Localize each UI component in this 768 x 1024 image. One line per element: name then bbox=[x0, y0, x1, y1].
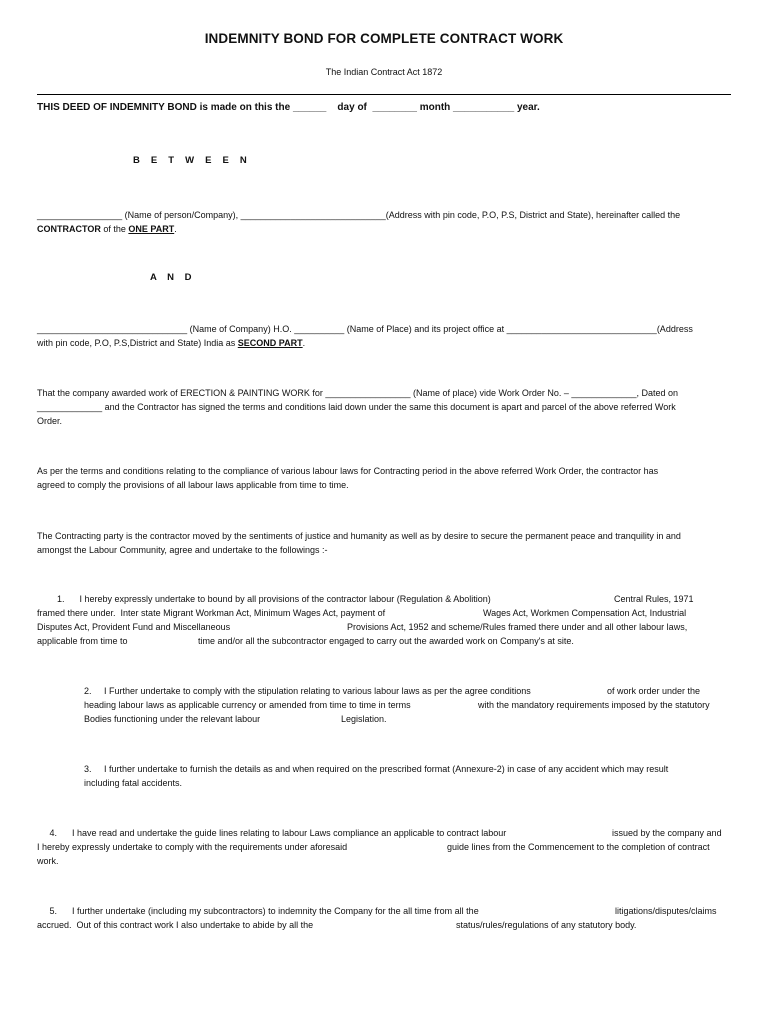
contractor-label: CONTRACTOR bbox=[37, 224, 101, 234]
item-3-line-1: 3. I further undertake to furnish the details as and when required on the prescribed format (Annexure-2) in case of any accident which may result bbox=[84, 764, 669, 774]
item-1-line-2-text: framed there under. Inter state Migrant Workman Act, Minimum Wages Act, payment of bbox=[37, 608, 386, 618]
second-part-label: SECOND PART bbox=[237, 338, 303, 348]
undertaking-item-4 bbox=[37, 826, 729, 868]
item-5-line-2-tail: status/rules/regulations of any statutory body. bbox=[456, 920, 637, 930]
and-heading: A N D bbox=[150, 272, 196, 283]
item-2-line-1-tail: of work order under the bbox=[607, 686, 701, 696]
terms-paragraph bbox=[37, 464, 729, 492]
item-5-line-2-text: accrued. Out of this contract work I also undertake to abide by all the bbox=[37, 920, 314, 930]
item-2-line-3-tail: Legislation. bbox=[341, 714, 387, 724]
title-divider bbox=[37, 94, 731, 95]
undertaking-item-5 bbox=[37, 904, 729, 932]
item-2-line-1 bbox=[84, 684, 729, 698]
item-4-line-3: work. bbox=[37, 856, 59, 866]
item-2-line-2-tail: with the mandatory requirements imposed by the statutory bbox=[478, 700, 710, 710]
contractor-line-2 bbox=[37, 222, 729, 236]
company-end: . bbox=[302, 338, 306, 348]
item-5-line-1-text: 5. I further undertake (including my subcontractors) to indemnity the Company for the all time from all the bbox=[37, 906, 479, 916]
award-line-3: Order. bbox=[37, 416, 63, 426]
item-1-line-2-tail: Wages Act, Workmen Compensation Act, Industrial bbox=[483, 608, 687, 618]
company-paragraph bbox=[37, 322, 729, 350]
of-the-text: of the bbox=[100, 224, 129, 234]
undertaking-item-1 bbox=[37, 592, 729, 648]
item-3-line-2: including fatal accidents. bbox=[84, 778, 183, 788]
item-1-line-1-tail: Central Rules, 1971 bbox=[614, 594, 694, 604]
contracting-line-1: The Contracting party is the contractor moved by the sentiments of justice and humanity as well as by desire to secure the permanent peace and tranquility in and bbox=[37, 531, 681, 541]
item-4-line-2 bbox=[37, 840, 729, 854]
item-2-line-1-text: 2. I Further undertake to comply with the stipulation relating to various labour laws as per the agree conditions bbox=[84, 686, 531, 696]
undertaking-item-3 bbox=[84, 762, 729, 790]
company-line-1: ______________________________ (Name of Company) H.O. __________ (Name of Place) and its project office at ______________________________(Address bbox=[37, 324, 693, 334]
item-2-line-2 bbox=[84, 698, 729, 712]
item-5-line-2 bbox=[37, 918, 729, 932]
between-heading: B E T W E E N bbox=[133, 155, 251, 166]
item-1-line-1 bbox=[37, 592, 729, 606]
item-4-line-1 bbox=[37, 826, 729, 840]
award-paragraph bbox=[37, 386, 729, 428]
item-1-line-4 bbox=[37, 634, 729, 648]
one-part-label: ONE PART bbox=[128, 224, 175, 234]
item-1-line-4-tail: time and/or all the subcontractor engaged to carry out the awarded work on Company's at site. bbox=[198, 636, 574, 646]
contractor-end: . bbox=[174, 224, 177, 234]
undertaking-item-2 bbox=[84, 684, 729, 726]
item-1-line-1-text: 1. I hereby expressly undertake to bound by all provisions of the contractor labour (Regulation & Abolition) bbox=[37, 594, 491, 604]
item-4-line-1-tail: issued by the company and bbox=[612, 828, 722, 838]
contractor-paragraph bbox=[37, 208, 729, 236]
item-1-line-3-text: Disputes Act, Provident Fund and Miscellaneous bbox=[37, 622, 231, 632]
item-2-line-3-text: Bodies functioning under the relevant labour bbox=[84, 714, 261, 724]
deed-line: THIS DEED OF INDEMNITY BOND is made on this the ______ day of ________ month ___________ year. bbox=[37, 102, 540, 113]
item-5-line-1-tail: litigations/disputes/claims bbox=[615, 906, 717, 916]
document-subtitle: The Indian Contract Act 1872 bbox=[325, 67, 443, 77]
company-line-2-text: with pin code, P.O, P.S,District and State) India as bbox=[37, 338, 238, 348]
award-line-2: _____________ and the Contractor has signed the terms and conditions laid down under the same this document is apart and parcel of the above referred Work bbox=[37, 402, 676, 412]
terms-line-2: agreed to comply the provisions of all labour laws applicable from time to time. bbox=[37, 480, 349, 490]
item-4-line-1-text: 4. I have read and undertake the guide lines relating to labour Laws compliance an applicable to contract labour bbox=[37, 828, 507, 838]
item-4-line-2-text: I hereby expressly undertake to comply with the requirements under aforesaid bbox=[37, 842, 348, 852]
item-1-line-2 bbox=[37, 606, 729, 620]
item-1-line-3-tail: Provisions Act, 1952 and scheme/Rules framed there under and all other labour laws, bbox=[347, 622, 688, 632]
item-2-line-3 bbox=[84, 712, 729, 726]
document-title: INDEMNITY BOND FOR COMPLETE CONTRACT WORK bbox=[204, 31, 564, 46]
item-4-line-2-tail: guide lines from the Commencement to the completion of contract bbox=[447, 842, 710, 852]
item-5-line-1 bbox=[37, 904, 729, 918]
item-2-line-2-text: heading labour laws as applicable currency or amended from time to time in terms bbox=[84, 700, 411, 710]
item-1-line-3 bbox=[37, 620, 729, 634]
company-line-2 bbox=[37, 336, 729, 350]
contracting-paragraph bbox=[37, 529, 729, 557]
terms-line-1: As per the terms and conditions relating to the compliance of various labour laws for Contracting period in the above referred Work Order, the contractor has bbox=[37, 466, 659, 476]
award-line-1: That the company awarded work of ERECTION & PAINTING WORK for _________________ (Name of place) vide Work Order No. – _____________, Dated on bbox=[37, 388, 678, 398]
contractor-line-1: _________________ (Name of person/Company), _____________________________(Address with pin code, P.O, P.S, District and State), hereinafter called the bbox=[37, 210, 681, 220]
item-1-line-4-text: applicable from time to bbox=[37, 636, 128, 646]
contracting-line-2: amongst the Labour Community, agree and undertake to the followings :- bbox=[37, 545, 328, 555]
